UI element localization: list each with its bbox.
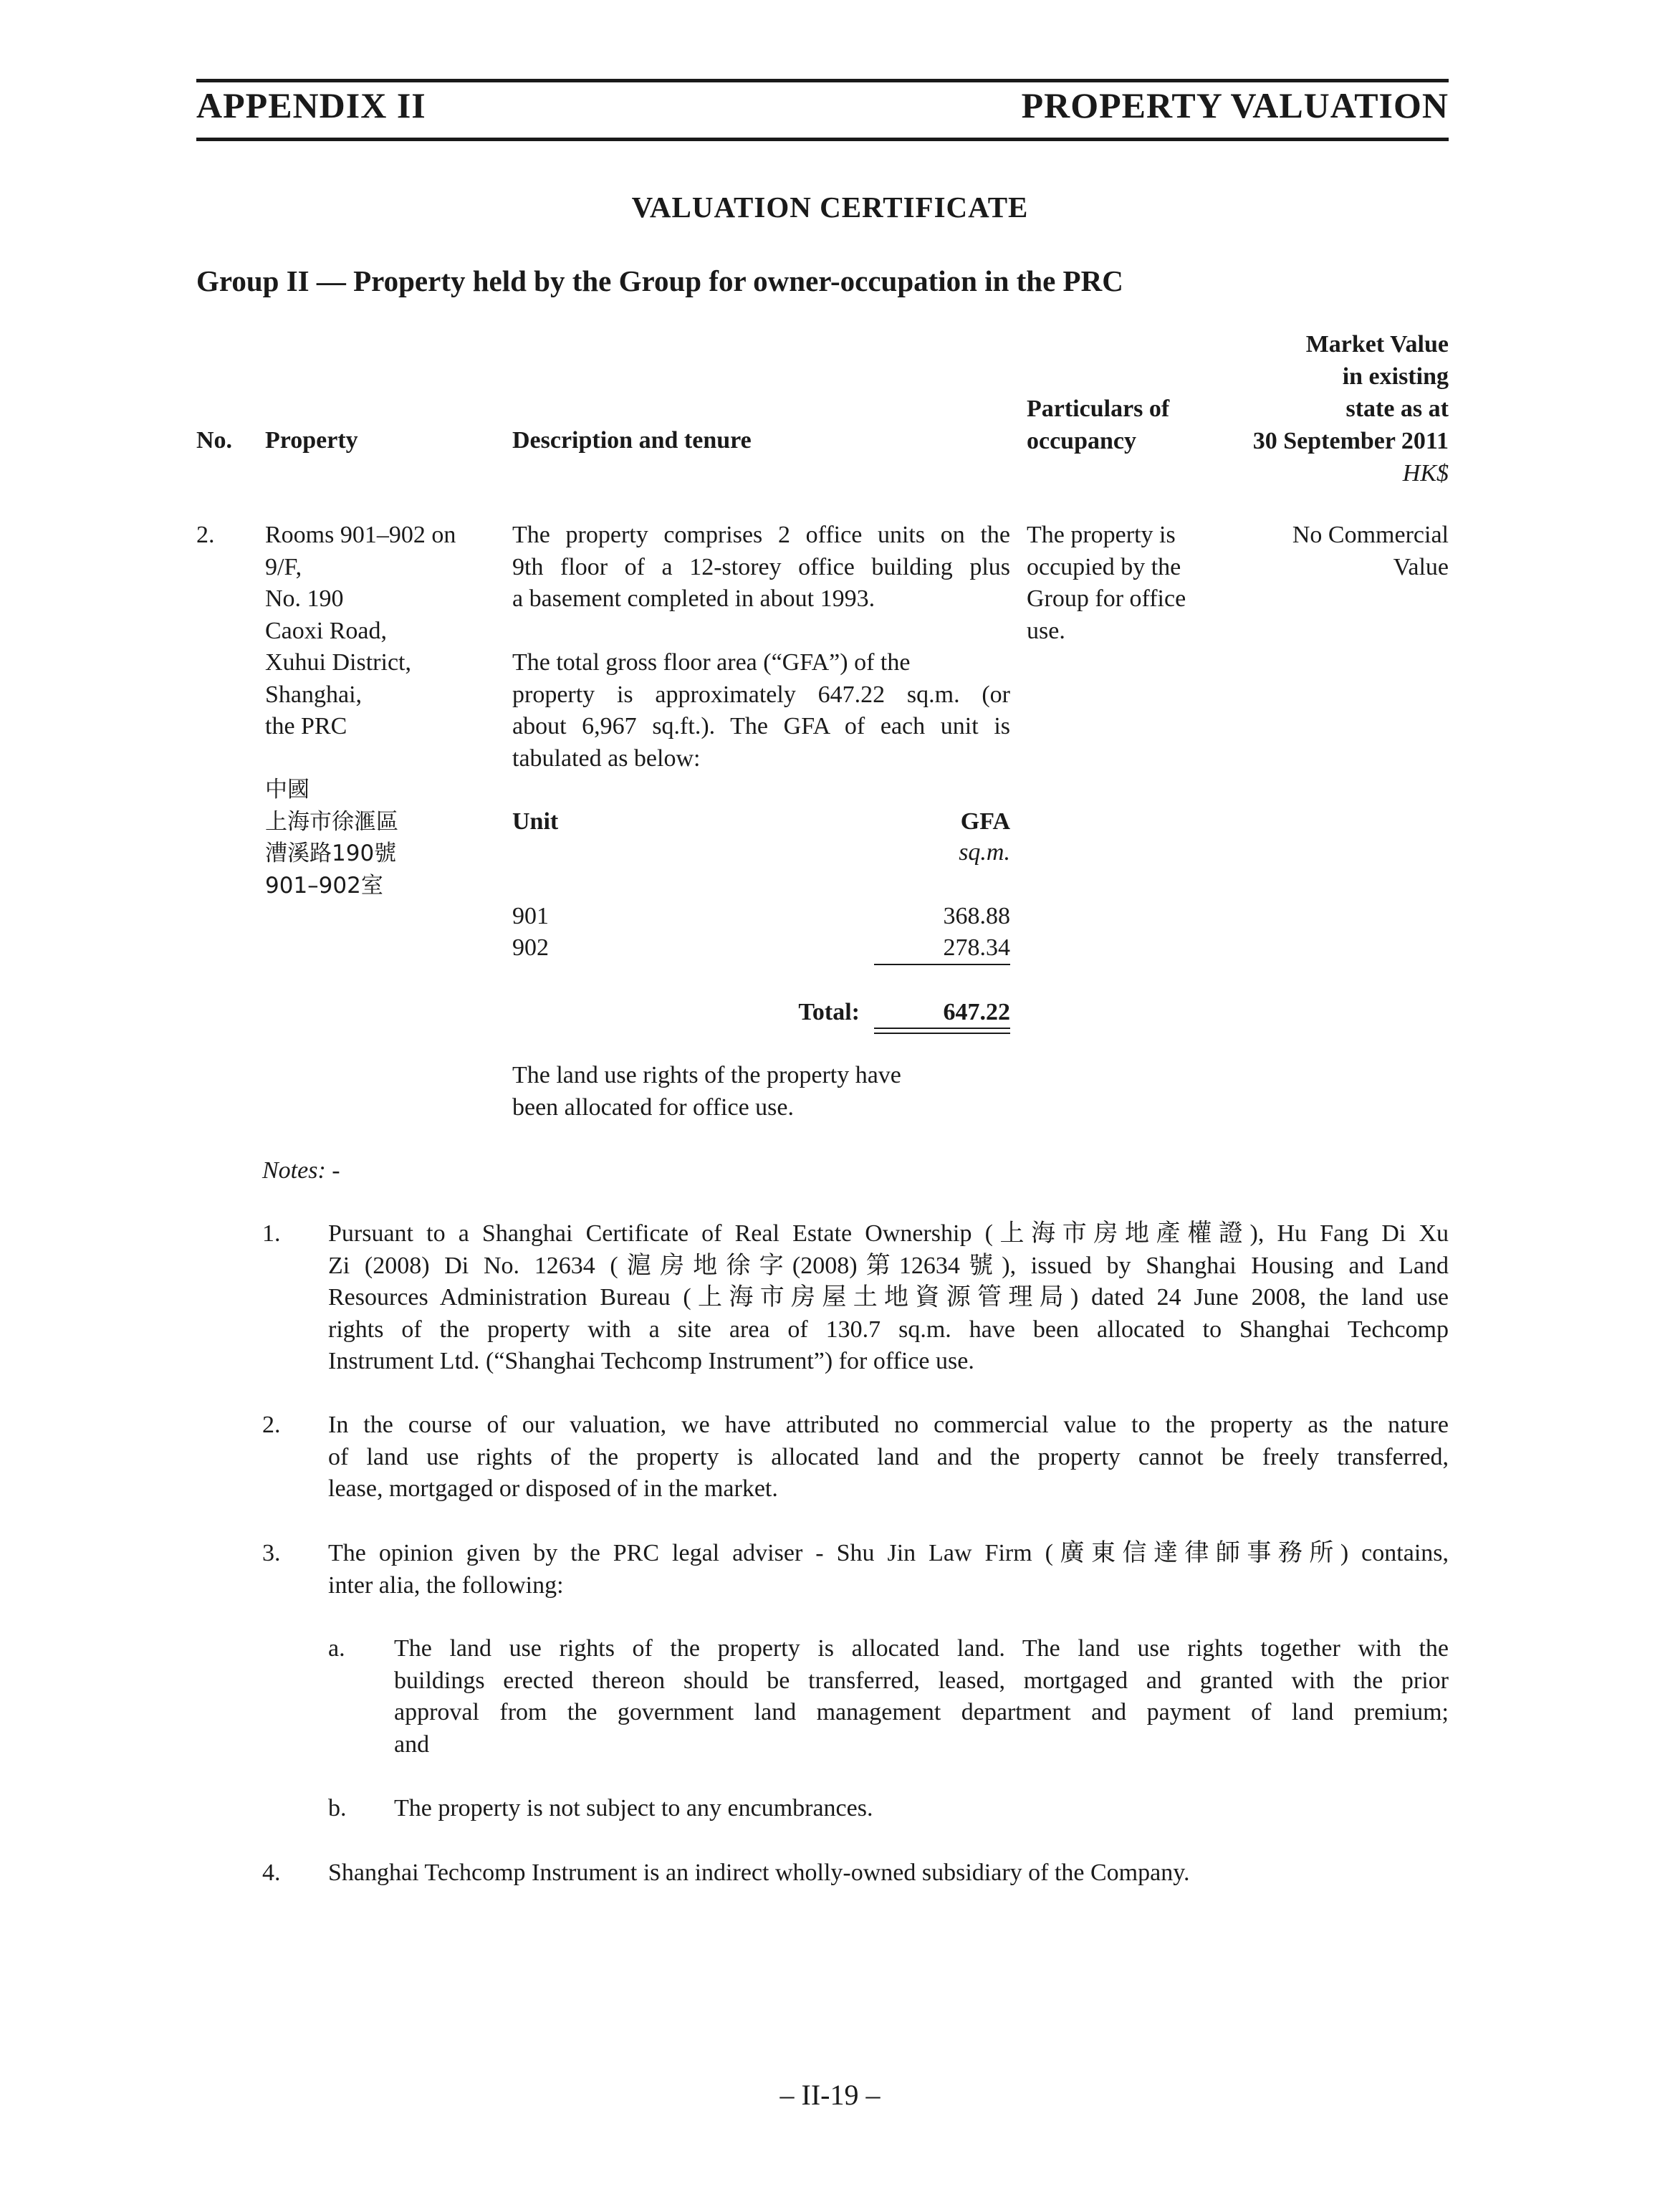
gfa-901: 368.88 — [943, 903, 1010, 929]
col-header-market-value: Market Value in existing state as at 30 September 2011 HK$ — [1252, 331, 1449, 487]
header-bottom-rule — [196, 138, 1449, 141]
certificate-title: VALUATION CERTIFICATE — [631, 191, 1029, 224]
header-right: PROPERTY VALUATION — [1021, 85, 1449, 125]
subtotal-rule — [874, 964, 1010, 965]
page-number: – II-19 – — [779, 2079, 881, 2111]
note-3a-text: The land use rights of the property is allocated land. The land use rights together with the buildings erected thereon should be transferred, leased, mortgaged and granted with the prior approval from the government land management department and payment of land premium; and — [394, 1635, 1449, 1758]
note-3-text: The opinion given by the PRC legal adviser - Shu Jin Law Firm (廣東信達律師事務所) contains, inter alia, the following: — [328, 1540, 1449, 1599]
note-3a-letter: a. — [328, 1635, 345, 1662]
note-4-text: Shanghai Techcomp Instrument is an indirect wholly-owned subsidiary of the Company. — [328, 1859, 1190, 1886]
gfa-col-header: GFA — [960, 808, 1010, 835]
note-4-number: 4. — [262, 1859, 281, 1886]
unit-901: 901 — [512, 903, 549, 929]
property-address: Rooms 901–902 on 9/F, No. 190 Caoxi Road, Xuhui District, Shanghai, the PRC — [265, 522, 456, 739]
gfa-unit-label: sq.m. — [959, 839, 1010, 866]
row-number: 2. — [196, 522, 215, 548]
description-paragraph-3: The land use rights of the property have been allocated for office use. — [512, 1062, 901, 1121]
note-1-text: Pursuant to a Shanghai Certificate of Real Estate Ownership (上海市房地產權證), Hu Fang Di Xu Zi (2008) Di No. 12634 (滬房地徐字(2008)第12634號), issued by Shanghai Housing and Land Resources Administration Bureau (上海市房屋土地資源管理局) dated 24 June 2008, the land use rights of the property with a site area of 130.7 sq.m. have been allocated to Shanghai Techcomp Instrument Ltd. (“Shanghai Techcomp Instrument”) for office use. — [328, 1220, 1449, 1374]
note-3-number: 3. — [262, 1540, 281, 1566]
col-header-no: No. — [196, 427, 233, 454]
note-2-text: In the course of our valuation, we have attributed no commercial value to the property as the nature of land use rights of the property is allocated land and the property cannot be freely transferred, lease, mortgaged or disposed of in the market. — [328, 1412, 1449, 1502]
total-double-rule-top — [874, 1028, 1010, 1029]
total-value: 647.22 — [943, 999, 1010, 1025]
note-1-number: 1. — [262, 1220, 281, 1247]
note-2-number: 2. — [262, 1412, 281, 1438]
group-heading: Group II — Property held by the Group for owner-occupation in the PRC — [196, 264, 1123, 297]
col-header-occupancy: Particulars of occupancy — [1027, 396, 1170, 454]
note-3b-letter: b. — [328, 1795, 347, 1821]
note-3b-text: The property is not subject to any encumbrances. — [394, 1795, 873, 1821]
total-label: Total: — [798, 999, 860, 1025]
occupancy-text: The property is occupied by the Group for office use. — [1027, 522, 1186, 644]
unit-902: 902 — [512, 934, 549, 961]
market-value: No Commercial Value — [1292, 522, 1449, 580]
description-paragraph-2: The total gross floor area (“GFA”) of the property is approximately 647.22 sq.m. (or about 6,967 sq.ft.). The GFA of each unit is tabulated as below: — [512, 649, 1010, 772]
total-double-rule-bottom — [874, 1033, 1010, 1034]
col-header-property: Property — [265, 427, 358, 454]
unit-col-header: Unit — [512, 808, 559, 835]
gfa-902: 278.34 — [943, 934, 1010, 961]
property-address-chinese: 中國 上海市徐滙區 漕溪路190號 901–902室 — [265, 777, 398, 899]
notes-heading: Notes: - — [262, 1157, 340, 1184]
col-header-description: Description and tenure — [512, 427, 752, 454]
header-left: APPENDIX II — [196, 85, 426, 125]
description-paragraph-1: The property comprises 2 office units on the 9th floor of a 12-storey office building plus a basement completed in about 1993. — [512, 522, 1010, 612]
header-top-rule — [196, 79, 1449, 82]
